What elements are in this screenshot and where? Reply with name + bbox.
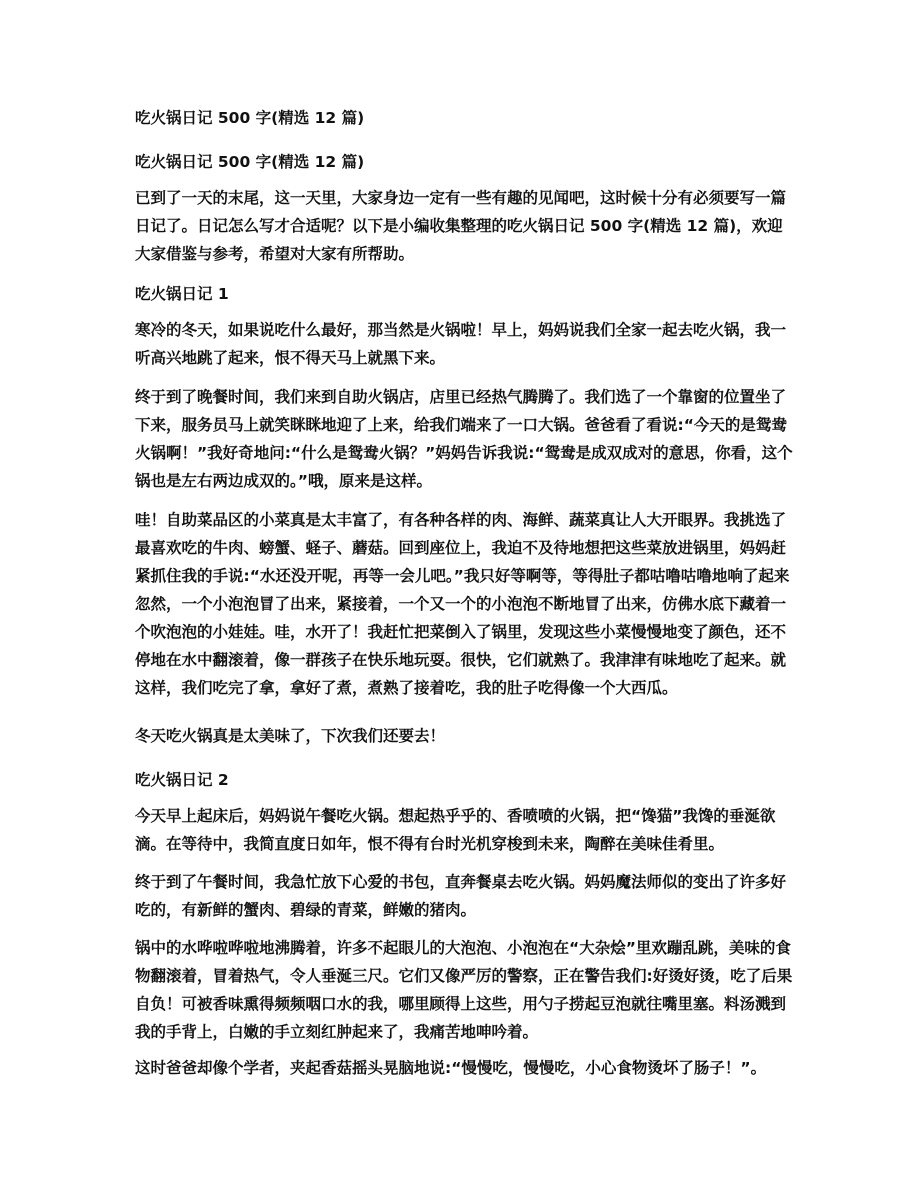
document-subtitle: 吃火锅日记 500 字(精选 12 篇) [135, 153, 365, 171]
body-paragraph: 哇！自助菜品区的小菜真是太丰富了，有各种各样的肉、海鲜、蔬菜真让人大开眼界。我挑选了最喜欢吃的牛肉、螃蟹、蛏子、蘑菇。回到座位上，我迫不及待地想把这些菜放进锅里，妈妈赶紧抓住我的手说:“水还没开呢，再等一会儿吧。”我只好等啊等，等得肚子都咕噜咕噜地响了起来忽然，一个小泡泡冒了出来，紧接着，一个又一个的小泡泡不断地冒了出来，仿佛水底下藏着一个吹泡泡的小娃娃。哇，水开了！我赶忙把菜倒入了锅里，发现这些小菜慢慢地变了颜色，还不停地在水中翻滚着，像一群孩子在快乐地玩耍。很快，它们就熟了。我津津有味地吃了起来。就这样，我们吃完了拿，拿好了煮，煮熟了接着吃，我的肚子吃得像一个大西瓜。 [135, 511, 790, 697]
body-paragraph: 冬天吃火锅真是太美味了，下次我们还要去！ [135, 727, 446, 745]
body-paragraph: 今天早上起床后，妈妈说午餐吃火锅。想起热乎乎的、香喷喷的火锅，把“馋猫”我馋的垂涎欲滴。在等待中，我简直度日如年，恨不得有台时光机穿梭到未来，陶醉在美味佳肴里。 [135, 807, 776, 853]
body-paragraph: 这时爸爸却像个学者，夹起香菇摇头晃脑地说:“慢慢吃，慢慢吃，小心食物烫坏了肠子！”。 [135, 1059, 767, 1077]
body-paragraph: 锅中的水哗啦哗啦地沸腾着，许多不起眼儿的大泡泡、小泡泡在“大杂烩”里欢蹦乱跳，美味的食物翻滚着，冒着热气，令人垂涎三尺。它们又像严厉的警察，正在警告我们:好烫好烫，吃了后果自负！可被香味熏得频频咽口水的我，哪里顾得上这些，用勺子捞起豆泡就往嘴里塞。料汤溅到我的手背上，白嫩的手立刻红肿起来了，我痛苦地呻吟着。 [135, 939, 793, 1041]
body-paragraph: 终于到了午餐时间，我急忙放下心爱的书包，直奔餐桌去吃火锅。妈妈魔法师似的变出了许多好吃的，有新鲜的蟹肉、碧绿的青菜，鲜嫩的猪肉。 [135, 873, 787, 919]
body-paragraph: 寒冷的冬天，如果说吃什么最好，那当然是火锅啦！早上，妈妈说我们全家一起去吃火锅，我一听高兴地跳了起来，恨不得天马上就黑下来。 [135, 321, 787, 367]
document-title: 吃火锅日记 500 字(精选 12 篇) [135, 109, 365, 127]
section-heading: 吃火锅日记 2 [135, 771, 229, 789]
body-paragraph: 终于到了晚餐时间，我们来到自助火锅店，店里已经热气腾腾了。我们选了一个靠窗的位置坐了下来，服务员马上就笑眯眯地迎了上来，给我们端来了一口大锅。爸爸看了看说:“今天的是鸳鸯火锅啊！”我好奇地问:“什么是鸳鸯火锅？”妈妈告诉我说:“鸳鸯是成双成对的意思，你看，这个锅也是左右两边成双的。”哦，原来是这样。 [135, 388, 793, 490]
section-heading: 吃火锅日记 1 [135, 285, 229, 303]
intro-paragraph: 已到了一天的末尾，这一天里，大家身边一定有一些有趣的见闻吧，这时候十分有必须要写一篇日记了。日记怎么写才合适呢？以下是小编收集整理的吃火锅日记 500 字(精选 12 篇)，欢迎大家借鉴与参考，希望对大家有所帮助。 [135, 189, 787, 263]
